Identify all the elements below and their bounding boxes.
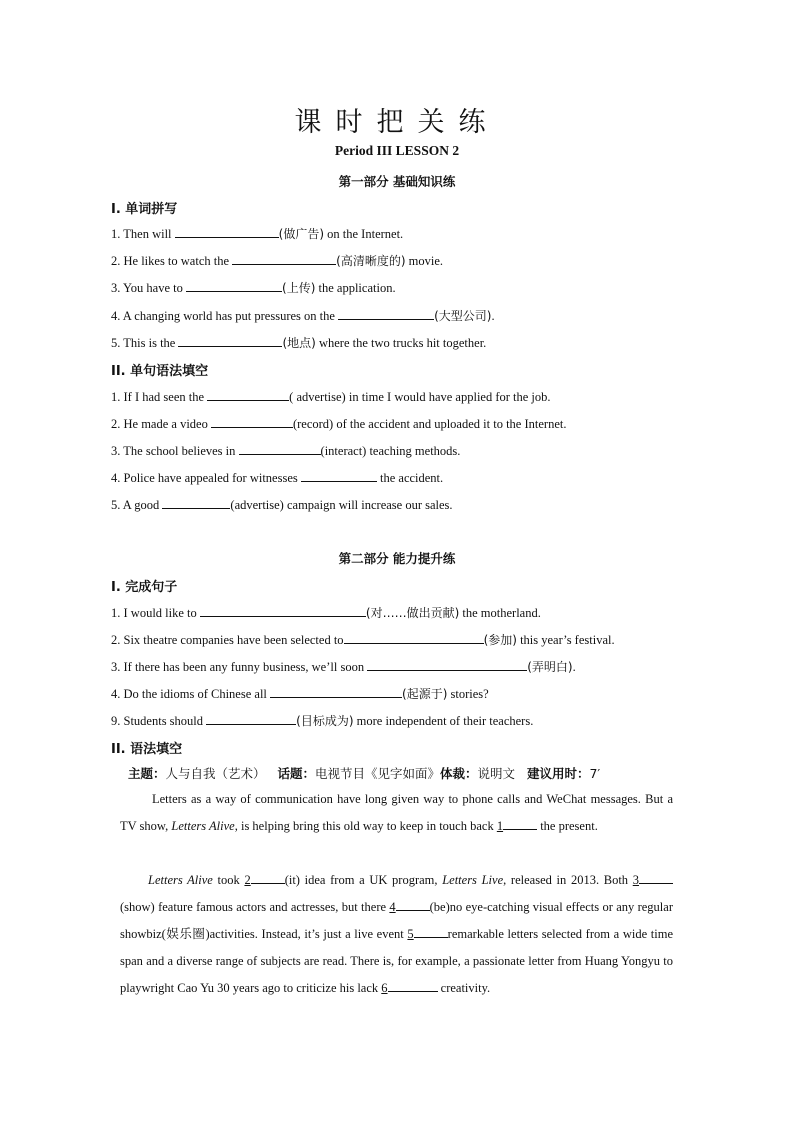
spelling-item-4: 4. A changing world has put pressures on the (大型公司). <box>111 309 495 323</box>
sentence-item-4: 4. Do the idioms of Chinese all (起源于) stories? <box>111 687 489 701</box>
part2-sec2-heading: II. 语法填空 <box>111 742 183 757</box>
answer-blank[interactable] <box>175 225 279 238</box>
sentence-item-2: 2. Six theatre companies have been selected to (参加) this year’s festival. <box>111 633 615 647</box>
answer-blank[interactable] <box>162 496 230 509</box>
part1-sec1-heading: I. 单词拼写 <box>111 202 178 217</box>
passage-paragraph-2: Letters Alive took 2 (it) idea from a UK program, Letters Live, released in 2013. Both 3(show) feature famous actors and actresses, but there 4 (be)no eye-catching visual effects or any regular showbiz(娱乐圈)activities. Instead, it’s just a live event 5 remarkable letters selected from a wide time span and a diverse range of subjects are read. There is, for example, a passionate letter from Huang Yongyu to playwright Cao Yu 30 years ago to criticize his lack 6 creativity. <box>120 873 673 995</box>
answer-blank[interactable] <box>301 469 377 482</box>
sentence-item-3: 3. If there has been any funny business, we’ll soon (弄明白). <box>111 660 576 674</box>
page-subtitle: Period III LESSON 2 <box>334 143 460 158</box>
answer-blank[interactable] <box>388 979 438 992</box>
answer-blank[interactable] <box>186 279 282 292</box>
blank-number-2: 2 <box>244 873 251 887</box>
answer-blank[interactable] <box>251 871 285 884</box>
blank-number-4: 4 <box>389 900 396 914</box>
passage-info-line: 主题：人与自我（艺术） 话题：电视节目《见字如面》体裁：说明文 建议用时：7′ <box>128 766 601 781</box>
grammar-item-5: 5. A good (advertise) campaign will increase our sales. <box>111 498 453 512</box>
answer-blank[interactable] <box>639 871 673 884</box>
answer-blank[interactable] <box>367 658 527 671</box>
answer-blank[interactable] <box>207 388 289 401</box>
grammar-item-2: 2. He made a video (record) of the accident and uploaded it to the Internet. <box>111 417 567 431</box>
sentence-item-9: 9. Students should (目标成为) more independent of their teachers. <box>111 714 534 728</box>
page-title: 课时把关练 <box>294 107 500 138</box>
answer-blank[interactable] <box>396 898 430 911</box>
answer-blank[interactable] <box>344 631 484 644</box>
answer-blank[interactable] <box>232 252 336 265</box>
part1-sec2-heading: II. 单句语法填空 <box>111 364 209 379</box>
answer-blank[interactable] <box>503 817 537 830</box>
part2-sec1-heading: I. 完成句子 <box>111 580 178 595</box>
spelling-item-2: 2. He likes to watch the (高清晰度的) movie. <box>111 254 444 268</box>
answer-blank[interactable] <box>270 685 402 698</box>
answer-blank[interactable] <box>338 307 434 320</box>
sentence-item-1: 1. I would like to (对……做出贡献) the motherland. <box>111 606 541 620</box>
answer-blank[interactable] <box>211 415 293 428</box>
blank-number-1: 1 <box>496 819 504 833</box>
grammar-item-4: 4. Police have appealed for witnesses the accident. <box>111 471 444 485</box>
blank-number-3: 3 <box>632 873 639 887</box>
part1-heading: 第一部分 基础知识练 <box>338 174 456 189</box>
spelling-item-1: 1. Then will (做广告) on the Internet. <box>111 227 404 241</box>
blank-number-6: 6 <box>381 981 388 995</box>
answer-blank[interactable] <box>200 604 366 617</box>
blank-number-5: 5 <box>407 927 414 941</box>
grammar-item-3: 3. The school believes in (interact) teaching methods. <box>111 444 461 458</box>
answer-blank[interactable] <box>206 712 296 725</box>
grammar-item-1: 1. If I had seen the ( advertise) in time I would have applied for the job. <box>111 390 551 404</box>
spelling-item-5: 5. This is the (地点) where the two trucks hit together. <box>111 336 487 350</box>
spelling-item-3: 3. You have to (上传) the application. <box>111 281 396 295</box>
answer-blank[interactable] <box>178 334 282 347</box>
passage-paragraph-1: Letters as a way of communication have long given way to phone calls and WeChat messages. But a TV show, Letters Alive, is helping bring this old way to keep in touch back 1 the present. <box>120 792 673 833</box>
answer-blank[interactable] <box>239 442 321 455</box>
answer-blank[interactable] <box>414 925 448 938</box>
part2-heading: 第二部分 能力提升练 <box>338 551 456 566</box>
